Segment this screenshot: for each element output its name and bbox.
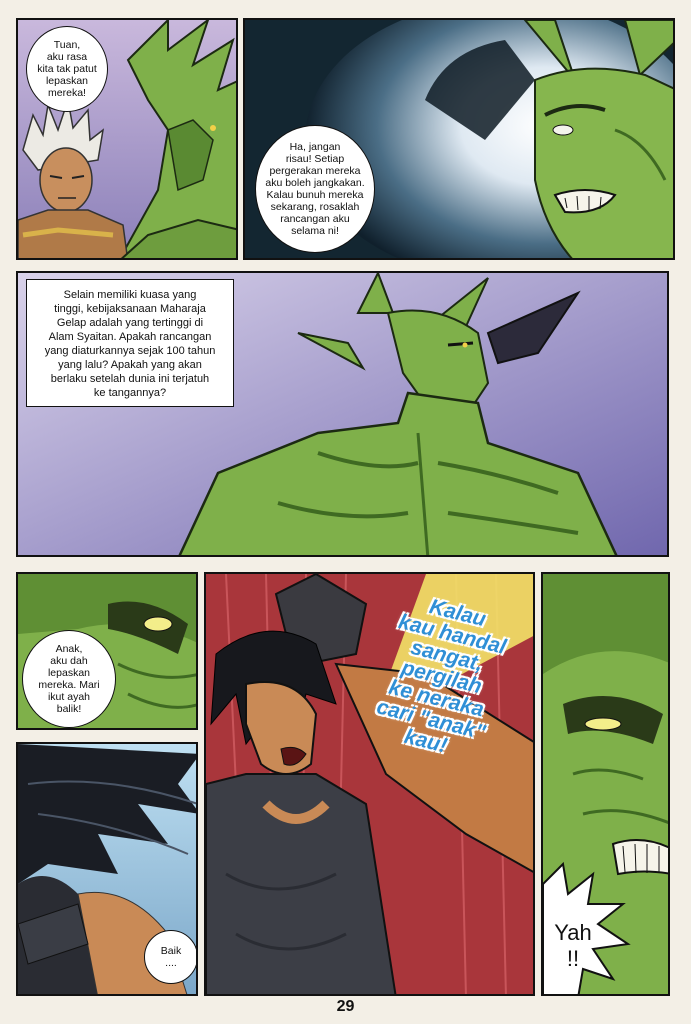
speech-bubble-king: Ha, jangan risau! Setiap pergerakan mereka aku boleh jangkakan. Kalau bunuh mereka sekarang, rosaklah rancangan aku selama ni! [255, 125, 375, 253]
panel-hero-shout [204, 572, 535, 996]
page-number: 29 [336, 998, 355, 1015]
panel-king-eye [16, 572, 198, 730]
hero-shout-text: Kalau kau handal sangat, pergilah ke neraka cari "anak" kau! [374, 595, 509, 758]
panel-king-closeup [243, 18, 675, 260]
panel-king-wide [16, 271, 669, 557]
narration-caption: Selain memiliki kuasa yang tinggi, kebijaksanaan Maharaja Gelap adalah yang tertinggi di Alam Syaitan. Apakah rancangan yang diaturkannya sejak 100 tahun yang lalu? Apakah yang akan berlaku setelah dunia ini terjatuh ke tangannya? [26, 279, 234, 407]
king-exclaim-text: Yah !! [554, 920, 592, 971]
panel-son-hair [16, 742, 198, 996]
speech-bubble-servant: Tuan, aku rasa kita tak patut lepaskan mereka! [26, 26, 108, 112]
speech-bubble-king-to-son: Anak, aku dah lepaskan mereka. Mari ikut ayah balik! [22, 630, 116, 728]
panel-king-reaction [541, 572, 670, 996]
speech-bubble-son: Baik .... [144, 930, 198, 984]
panel-servant-and-king [16, 18, 238, 260]
